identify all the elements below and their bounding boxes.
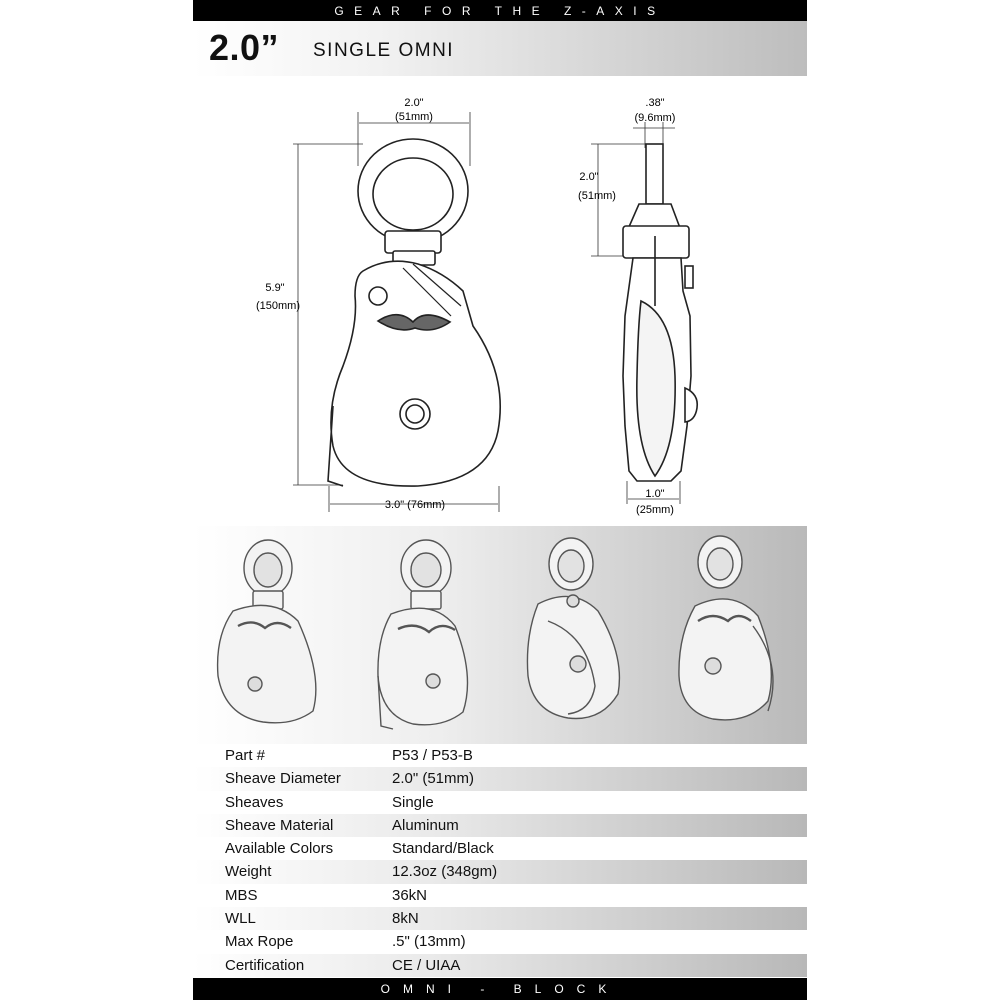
spec-label: Sheaves [225,793,284,811]
height-in: 5.9" [265,282,285,294]
spec-label: Sheave Material [225,816,334,834]
technical-drawing [193,76,807,526]
spec-sheet [193,0,807,1000]
product-size: 2.0” [209,27,280,68]
front-view-block [328,139,500,486]
spec-value: Single [392,793,434,811]
render-view-3 [527,538,619,719]
spec-row [193,744,807,767]
spec-value: Standard/Black [392,840,494,858]
front-width-mm: (51mm) [395,111,433,123]
product-views [193,526,807,744]
product-render-illustrations [193,526,807,744]
product-name: SINGLE OMNI [313,40,455,61]
spec-value: 36kN [392,886,428,904]
spec-row [193,767,807,790]
spec-label: Max Rope [225,933,294,951]
front-width-in: 2.0" [404,97,424,109]
spec-row [193,884,807,907]
side-thickness-mm: (9.6mm) [634,112,676,124]
spec-label: WLL [225,910,256,928]
spec-value: 12.3oz (348gm) [392,863,498,881]
title-bar [193,21,807,76]
side-width-in: 1.0" [645,488,665,500]
spec-table [193,744,807,977]
base-width: 3.0" (76mm) [384,499,446,511]
spec-label: Sheave Diameter [225,770,341,788]
spec-row [193,930,807,953]
render-view-2 [378,540,468,729]
tagline-bar [193,0,807,21]
spec-row [193,837,807,860]
spec-value: P53 / P53-B [392,747,473,764]
spec-value: 2.0" (51mm) [392,770,475,788]
spec-label: MBS [225,886,258,904]
tagline: GEAR FOR THE Z-AXIS [334,4,666,18]
side-view-block [623,144,697,481]
spec-row [193,791,807,814]
spec-row [193,907,807,930]
spec-row [193,860,807,883]
spec-label: Available Colors [225,840,334,858]
spec-row [193,954,807,977]
dimension-drawing [193,76,807,526]
spec-row [193,814,807,837]
footer-label: OMNI - BLOCK [380,982,620,996]
footer-bar [193,978,807,1000]
height-mm: (150mm) [255,300,301,312]
side-height-in: 2.0" [579,171,599,183]
spec-label: Part # [225,747,266,764]
spec-value: Aluminum [392,816,459,834]
spec-label: Weight [225,863,272,881]
render-view-1 [218,540,316,723]
side-width-mm: (25mm) [636,504,674,516]
side-thickness-in: .38" [645,97,665,109]
render-view-4 [679,536,773,720]
spec-value: 8kN [392,910,419,928]
spec-value: .5" (13mm) [392,933,466,951]
spec-value: CE / UIAA [392,956,461,974]
side-height-mm: (51mm) [578,190,616,202]
spec-label: Certification [225,956,305,974]
